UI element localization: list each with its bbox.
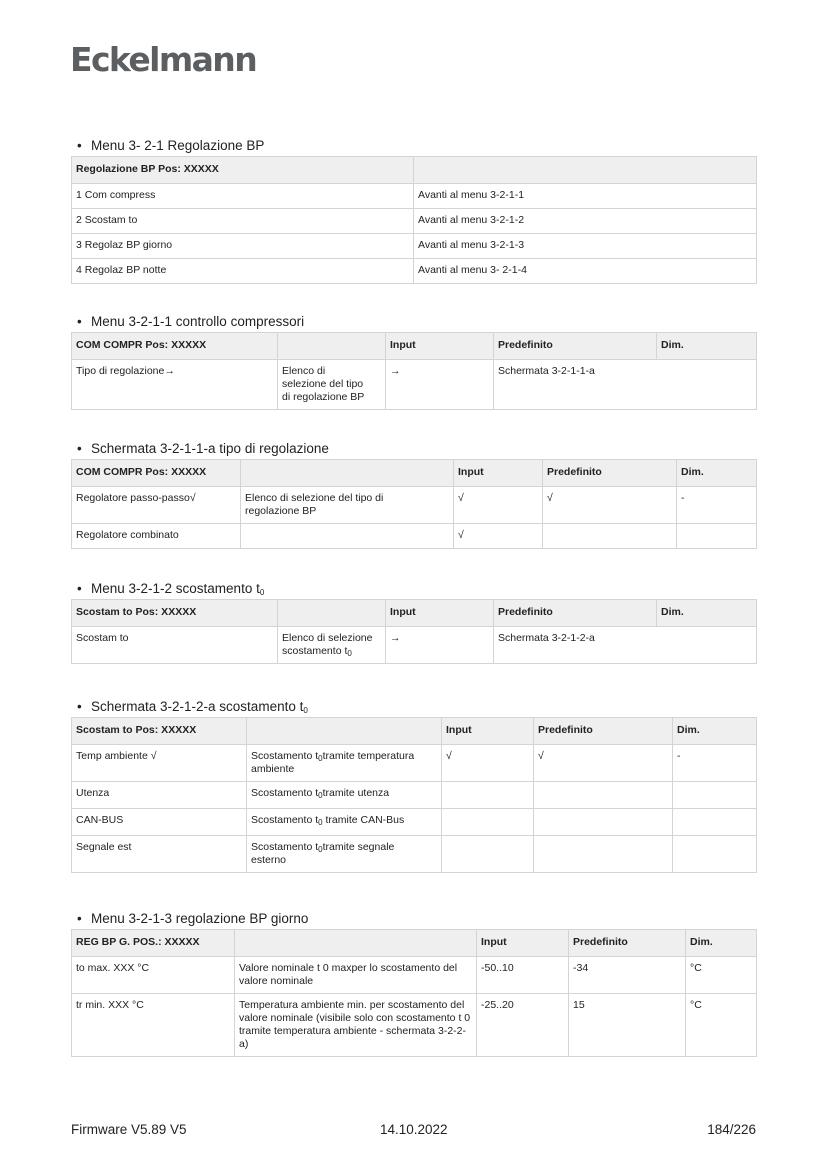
header-cell: Regolazione BP Pos: XXXXX: [72, 157, 414, 184]
cell: 4 Regolaz BP notte: [72, 259, 414, 284]
cell: [543, 524, 677, 549]
cell: Elenco di selezione del tipo di regolazione BP: [278, 360, 386, 410]
header-cell: Scostam to Pos: XXXXX: [72, 718, 247, 745]
header-cell: Input: [386, 333, 494, 360]
table-row: [72, 782, 757, 809]
cell: °C: [686, 957, 757, 994]
cell: [442, 782, 534, 809]
cell: [673, 836, 757, 873]
cell: √: [454, 487, 543, 524]
footer-page-number: 184/226: [707, 1122, 756, 1137]
section-menu-3-2-1-1: [71, 312, 756, 410]
section-heading: • Menu 3-2-1-3 regolazione BP giorno: [77, 911, 309, 926]
cell: Avanti al menu 3-2-1-2: [414, 209, 757, 234]
table-row: [72, 957, 757, 994]
table-row: [72, 487, 757, 524]
cell: [673, 782, 757, 809]
section-menu-3-2-1-2: [71, 579, 756, 664]
table-row: [72, 209, 757, 234]
header-cell: [414, 157, 757, 184]
header-cell: REG BP G. POS.: XXXXX: [72, 930, 235, 957]
cell: Scostam to: [72, 627, 278, 664]
cell: Regolatore passo-passo√: [72, 487, 241, 524]
table-scostamento-options: [71, 717, 757, 873]
header-cell: Predefinito: [494, 333, 657, 360]
cell: Utenza: [72, 782, 247, 809]
header-cell: Input: [442, 718, 534, 745]
table-reg-bp-giorno: [71, 929, 757, 1057]
footer-firmware: Firmware V5.89 V5: [71, 1122, 187, 1137]
cell: -: [673, 745, 757, 782]
cell: Scostamento $t_0$ tramite CAN-Bus: [247, 809, 442, 836]
section-heading: • Menu 3-2-1-1 controllo compressori: [77, 314, 305, 329]
header-cell: Scostam to Pos: XXXXX: [72, 600, 278, 627]
header-cell: Predefinito: [494, 600, 657, 627]
header-cell: Dim.: [657, 600, 757, 627]
cell: [534, 809, 673, 836]
cell: Avanti al menu 3-2-1-3: [414, 234, 757, 259]
cell: -25..20: [477, 994, 569, 1057]
header-cell: [247, 718, 442, 745]
section-schermata-3-2-1-1-a: [71, 439, 756, 549]
cell: to max. XXX °C: [72, 957, 235, 994]
cell: -: [677, 487, 757, 524]
section-heading: • Menu 3- 2-1 Regolazione BP: [77, 138, 265, 153]
cell: √: [454, 524, 543, 549]
header-cell: COM COMPR Pos: XXXXX: [72, 460, 241, 487]
cell: 2 Scostam to: [72, 209, 414, 234]
cell: Temp ambiente √: [72, 745, 247, 782]
table-header-row: [72, 460, 757, 487]
footer-date: 14.10.2022: [380, 1122, 448, 1137]
table-row: [72, 184, 757, 209]
cell: Scostamento $t_0tramite$ utenza: [247, 782, 442, 809]
header-cell: Predefinito: [534, 718, 673, 745]
header-cell: Dim.: [686, 930, 757, 957]
header-cell: Dim.: [673, 718, 757, 745]
table-row: [72, 994, 757, 1057]
table-header-row: [72, 157, 757, 184]
cell: Scostamento $t_0tramite$ segnale esterno: [247, 836, 442, 873]
table-header-row: [72, 718, 757, 745]
cell: °C: [686, 994, 757, 1057]
cell: Elenco di selezione del tipo di regolazione BP: [241, 487, 454, 524]
cell: 15: [569, 994, 686, 1057]
cell: 1 Com compress: [72, 184, 414, 209]
header-cell: Input: [386, 600, 494, 627]
table-row: [72, 809, 757, 836]
cell: →: [386, 360, 494, 410]
cell: √: [534, 745, 673, 782]
table-com-compr: [71, 332, 757, 410]
cell: CAN-BUS: [72, 809, 247, 836]
table-tipo-regolazione: [71, 459, 757, 549]
table-row: [72, 745, 757, 782]
section-heading: • Schermata 3-2-1-1-a tipo di regolazione: [77, 441, 329, 456]
cell: [677, 524, 757, 549]
table-regolazione-bp: [71, 156, 757, 284]
section-menu-3-2-1-3: [71, 909, 756, 1057]
eckelmann-logo: Eckelmann: [70, 40, 257, 79]
cell: →: [386, 627, 494, 664]
cell: √: [543, 487, 677, 524]
table-row: [72, 360, 757, 410]
cell: Valore nominale t 0 maxper lo scostamento del valore nominale: [235, 957, 477, 994]
header-cell: [278, 333, 386, 360]
header-cell: Input: [477, 930, 569, 957]
section-menu-3-2-1: [71, 136, 756, 284]
cell: Avanti al menu 3- 2-1-4: [414, 259, 757, 284]
cell: √: [442, 745, 534, 782]
cell: Regolatore combinato: [72, 524, 241, 549]
table-scostam-to: [71, 599, 757, 664]
table-row: [72, 836, 757, 873]
header-cell: Input: [454, 460, 543, 487]
section-schermata-3-2-1-2-a: [71, 697, 756, 873]
table-header-row: [72, 600, 757, 627]
table-row: [72, 259, 757, 284]
cell: Elenco di selezione scostamento $t_0$: [278, 627, 386, 664]
cell: Schermata 3-2-1-1-a: [494, 360, 757, 410]
cell: Schermata 3-2-1-2-a: [494, 627, 757, 664]
section-heading: • Menu 3-2-1-2 scostamento $t_0$: [77, 581, 265, 597]
cell: [534, 782, 673, 809]
cell: Segnale est: [72, 836, 247, 873]
cell: Scostamento $t_0tramite$ temperatura ambiente: [247, 745, 442, 782]
cell: [442, 809, 534, 836]
cell: Temperatura ambiente min. per scostamento del valore nominale (visibile solo con scostamento t 0 tramite temperatura ambiente - schermata 3-2-2-a): [235, 994, 477, 1057]
cell: 3 Regolaz BP giorno: [72, 234, 414, 259]
header-cell: [241, 460, 454, 487]
cell: Tipo di regolazione→: [72, 360, 278, 410]
cell: -50..10: [477, 957, 569, 994]
header-cell: [235, 930, 477, 957]
table-row: [72, 524, 757, 549]
table-header-row: [72, 333, 757, 360]
cell: -34: [569, 957, 686, 994]
header-cell: COM COMPR Pos: XXXXX: [72, 333, 278, 360]
cell: [534, 836, 673, 873]
table-row: [72, 627, 757, 664]
cell: [442, 836, 534, 873]
header-cell: Dim.: [677, 460, 757, 487]
header-cell: [278, 600, 386, 627]
header-cell: Predefinito: [569, 930, 686, 957]
header-cell: Predefinito: [543, 460, 677, 487]
cell: tr min. XXX °C: [72, 994, 235, 1057]
cell: [241, 524, 454, 549]
cell: [673, 809, 757, 836]
table-header-row: [72, 930, 757, 957]
table-row: [72, 234, 757, 259]
header-cell: Dim.: [657, 333, 757, 360]
cell: Avanti al menu 3-2-1-1: [414, 184, 757, 209]
section-heading: • Schermata 3-2-1-2-a scostamento $t_0$: [77, 699, 308, 715]
